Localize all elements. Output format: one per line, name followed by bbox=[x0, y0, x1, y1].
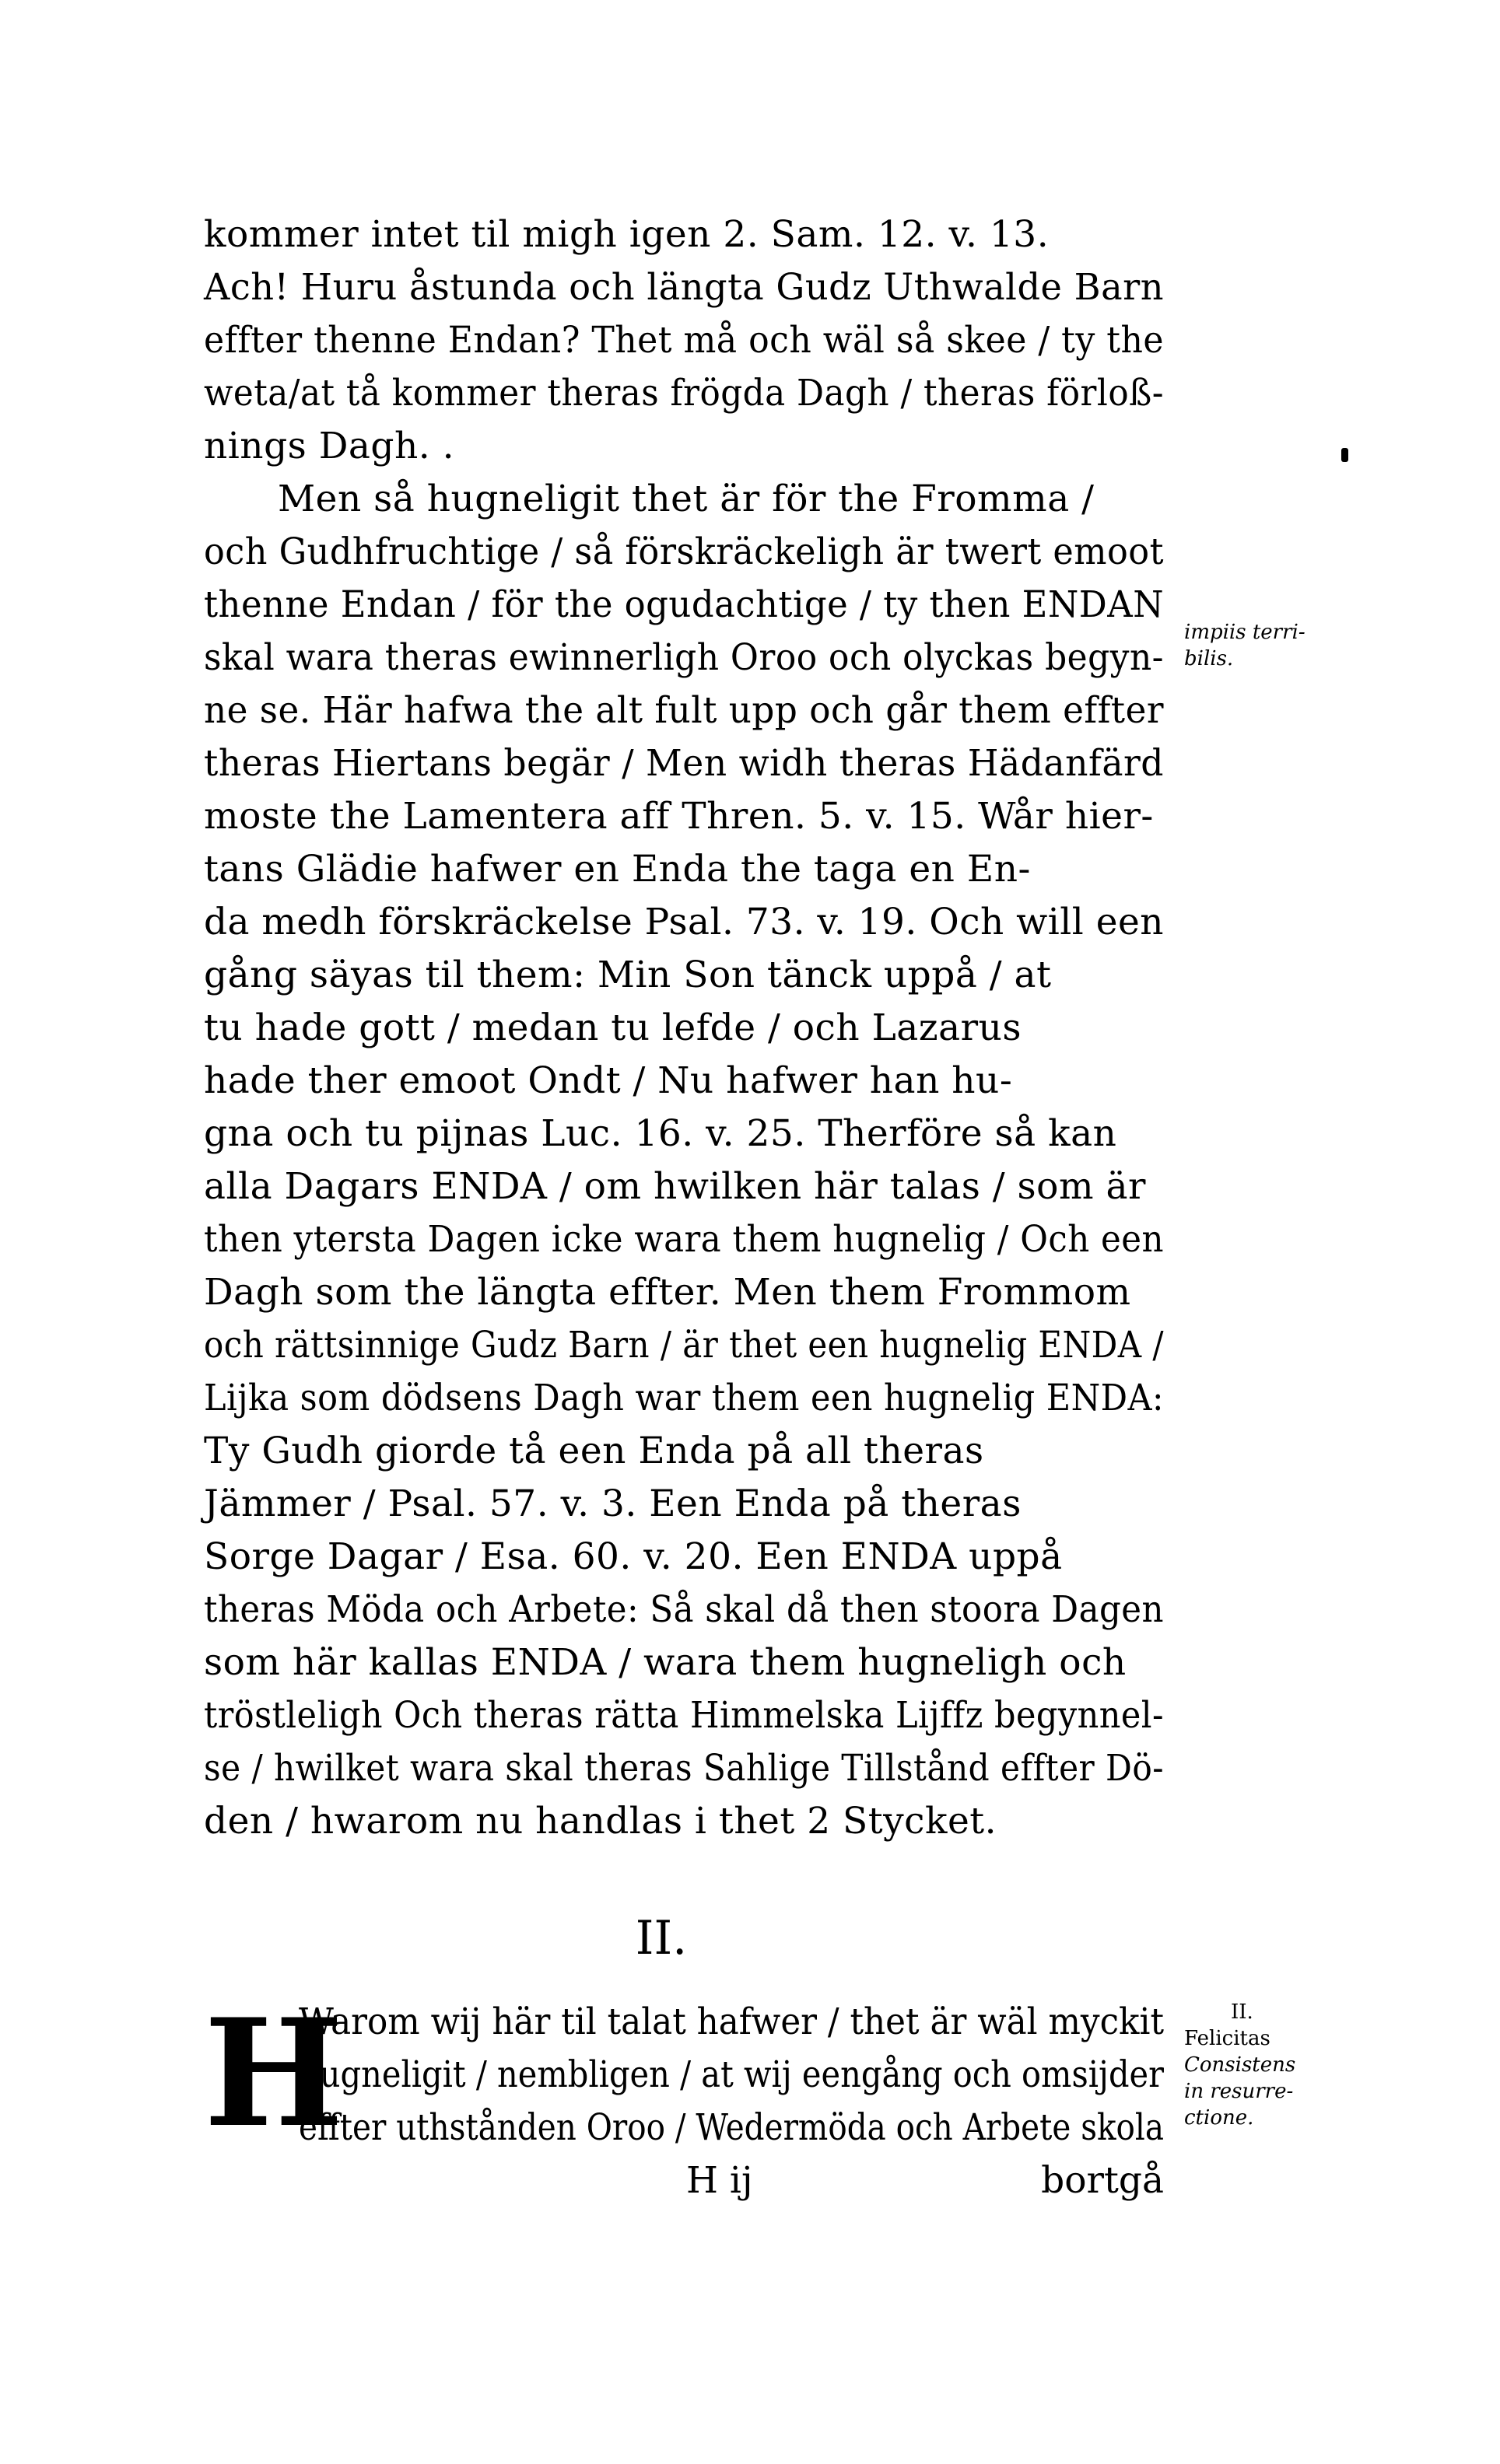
ink-speck bbox=[1341, 448, 1348, 462]
text-line: theras Möda och Arbete: Så skal då then stoora Dagen bbox=[204, 1588, 1164, 1631]
margin-note bbox=[1184, 1999, 1295, 2131]
section-heading: II. bbox=[635, 1911, 688, 1965]
margin-note-line: ctione. bbox=[1184, 2106, 1254, 2130]
margin-note-line: in resurre- bbox=[1184, 2080, 1294, 2103]
text-line: och rättsinnige Gudz Barn / är thet een hugnelig ENDA / bbox=[204, 1324, 1164, 1367]
text-line: se / hwilket wara skal theras Sahlige Tillstånd effter Dö- bbox=[204, 1747, 1164, 1790]
text-line: theras Hiertans begär / Men widh theras Hädanfärd bbox=[204, 742, 1164, 785]
text-line: then ytersta Dagen icke wara them hugnelig / Och een bbox=[204, 1218, 1164, 1261]
margin-note-line: impiis terri- bbox=[1184, 621, 1305, 644]
margin-note-line: Consistens bbox=[1184, 2053, 1296, 2077]
text-line: skal wara theras ewinnerligh Oroo och olyckas begyn- bbox=[204, 636, 1164, 679]
text-line: och Gudhfruchtige / så förskräckeligh är twert emoot bbox=[204, 530, 1164, 573]
text-line: moste the Lamentera aff Thren. 5. v. 15. Wår hier- bbox=[204, 795, 1154, 838]
section-text-block bbox=[204, 1986, 1164, 2160]
catchword: bortgå bbox=[1041, 2159, 1164, 2202]
text-line: nings Dagh. . bbox=[204, 425, 455, 467]
signature-mark: H ij bbox=[686, 2159, 753, 2202]
text-line: gång säyas til them: Min Son tänck uppå / at bbox=[204, 954, 1052, 996]
main-text-block bbox=[204, 208, 1164, 1848]
text-line: hugneligit / nembligen / at wij eengång och omsijder bbox=[299, 2053, 1164, 2096]
margin-note-line: bilis. bbox=[1184, 647, 1234, 670]
page-footer bbox=[204, 2154, 1164, 2207]
text-line: effter uthstånden Oroo / Wedermöda och Arbete skola bbox=[299, 2106, 1164, 2149]
drop-cap: H bbox=[204, 1986, 344, 2160]
text-line: tu hade gott / medan tu lefde / och Lazarus bbox=[204, 1006, 1022, 1049]
text-line: Sorge Dagar / Esa. 60. v. 20. Een ENDA uppå bbox=[204, 1535, 1063, 1578]
text-line: Ty Gudh giorde tå een Enda på all theras bbox=[204, 1430, 984, 1472]
text-line: alla Dagars ENDA / om hwilken här talas / som är bbox=[204, 1165, 1146, 1208]
text-line: kommer intet til migh igen 2. Sam. 12. v. 13. bbox=[204, 213, 1050, 256]
text-line: ne se. Här hafwa the alt fult upp och går them effter bbox=[204, 689, 1164, 732]
paragraph-start-line: Men så hugneligit thet är för the Fromma / bbox=[278, 478, 1095, 520]
text-line: Warom wij här til talat hafwer / thet är wäl myckit bbox=[299, 2000, 1164, 2043]
text-line: da medh förskräckelse Psal. 73. v. 19. Och will een bbox=[204, 901, 1164, 943]
text-line: tans Glädie hafwer en Enda the taga en En- bbox=[204, 848, 1031, 891]
text-line: som här kallas ENDA / wara them hugneligh och bbox=[204, 1641, 1127, 1684]
text-line: Lijka som dödsens Dagh war them een hugnelig ENDA: bbox=[204, 1377, 1164, 1419]
text-line: weta/at tå kommer theras frögda Dagh / theras förloß- bbox=[204, 372, 1164, 415]
text-line: den / hwarom nu handlas i thet 2 Stycket. bbox=[204, 1800, 997, 1843]
text-line: hade ther emoot Ondt / Nu hafwer han hu- bbox=[204, 1059, 1013, 1102]
text-line: effter thenne Endan? Thet må och wäl så skee / ty the bbox=[204, 319, 1164, 362]
text-line: gna och tu pijnas Luc. 16. v. 25. Therföre så kan bbox=[204, 1112, 1117, 1155]
text-line: thenne Endan / för the ogudachtige / ty then ENDAN bbox=[204, 583, 1164, 626]
text-line: tröstleligh Och theras rätta Himmelska Lijffz begynnel- bbox=[204, 1694, 1164, 1737]
margin-note bbox=[1184, 619, 1305, 672]
text-line: Jämmer / Psal. 57. v. 3. Een Enda på theras bbox=[204, 1482, 1022, 1525]
margin-note-line: Felicitas bbox=[1184, 2027, 1270, 2050]
text-line: Ach! Huru åstunda och längta Gudz Uthwalde Barn bbox=[204, 266, 1164, 309]
margin-note-line: II. bbox=[1231, 2000, 1253, 2024]
text-line: Dagh som the längta effter. Men them Frommom bbox=[204, 1271, 1131, 1314]
